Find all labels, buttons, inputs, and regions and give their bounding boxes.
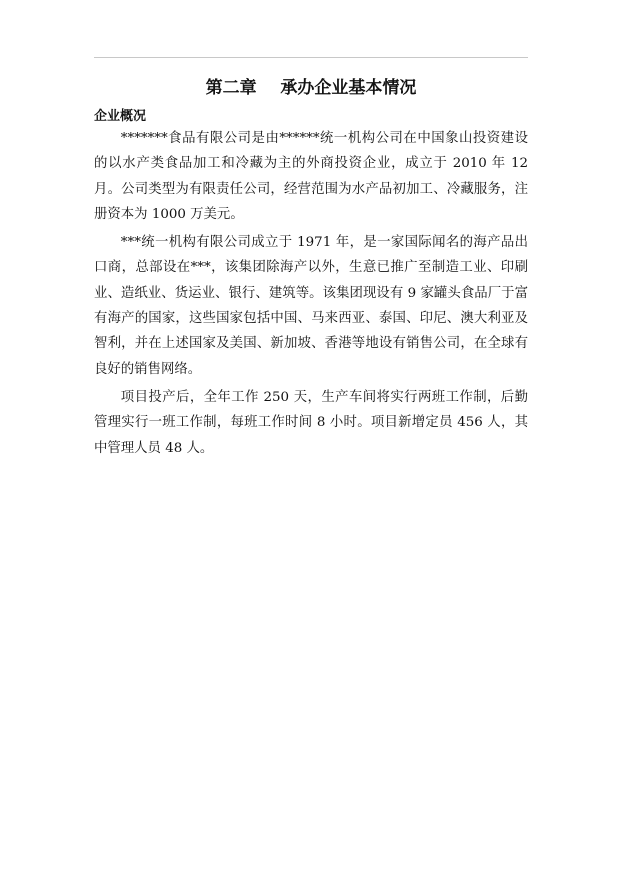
paragraph-staffing: 项目投产后，全年工作 250 天，生产车间将实行两班工作制，后勤管理实行一班工作制，每班工作时间 8 小时。项目新增定员 456 人，其中管理人员 48 人。 [94,389,528,456]
chapter-title: 第二章 承办企业基本情况 [205,78,417,98]
paragraph-company-overview: *******食品有限公司是由******统一机构公司在中国象山投资建设的以水产类食品加工和冷藏为主的外商投资企业，成立于 2010 年 12 月。公司类型为有限责任公司，经营范围为水产品初加工、冷藏服务，注册资本为 1000 万美元。 [94,131,528,222]
section-heading: 企业概况 [94,109,147,124]
header-rule [94,57,528,58]
paragraph-parent-group: ***统一机构有限公司成立于 1971 年，是一家国际闻名的海产品出口商，总部设在***，该集团除海产以外，生意已推广至制造工业、印刷业、造纸业、货运业、银行、建筑等。该集团现设有 9 家罐头食品厂于富有海产的国家，这些国家包括中国、马来西亚、泰国、印尼、澳大利亚及智利，并在上述国家及美国、新加坡、香港等地设有销售公司，在全球有良好的销售网络。 [94,235,528,377]
body-text [94,126,528,461]
